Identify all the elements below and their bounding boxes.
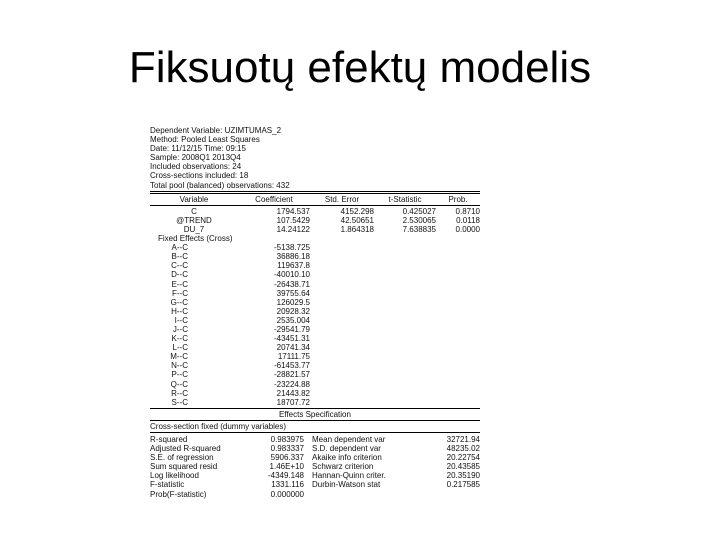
column-header: Std. Error — [324, 194, 360, 204]
stat-label: Akaike info criterion — [312, 453, 382, 463]
header-line: Method: Pooled Least Squares — [150, 135, 260, 145]
effect-value: -61453.77 — [273, 361, 310, 371]
fixed-effect-row — [150, 380, 480, 389]
fixed-effect-row — [150, 398, 480, 407]
effect-value: 17111.75 — [277, 352, 310, 362]
effect-value: 119637.8 — [277, 261, 310, 271]
stat-row — [150, 471, 480, 480]
fixed-effect-row — [150, 289, 480, 298]
effect-value: -43451.31 — [273, 334, 310, 344]
stat-row — [150, 462, 480, 471]
stat-label: Schwarz criterion — [312, 462, 374, 472]
stat-label: F-statistic — [150, 480, 185, 490]
cross-section-id: R--C — [171, 388, 188, 398]
stat-value: -4349.148 — [267, 471, 304, 481]
cross-section-id: A--C — [171, 243, 188, 253]
stat-value: 0.983337 — [270, 444, 304, 454]
column-header: Prob. — [448, 194, 468, 204]
table-row — [150, 216, 480, 225]
effect-value: -26438.71 — [273, 279, 310, 289]
stat-label — [304, 490, 420, 499]
cross-section-id: P--C — [171, 370, 188, 380]
cross-section-id: H--C — [171, 306, 188, 316]
effect-value: -40010.10 — [273, 270, 310, 280]
fixed-effect-row — [150, 270, 480, 279]
slide-title: Fiksuotų efektų modelis — [128, 43, 592, 92]
fixed-effect-row — [150, 370, 480, 379]
header-line: Cross-sections included: 18 — [150, 171, 249, 181]
fixed-effect-row — [150, 361, 480, 370]
stat-label: S.D. dependent var — [312, 444, 381, 454]
header-line: Date: 11/12/15 Time: 09:15 — [150, 144, 246, 154]
coefficient-table-header — [150, 195, 480, 204]
effect-value: 2535.004 — [276, 315, 310, 325]
cross-section-id: F--C — [172, 288, 188, 298]
prob-value: 0.0000 — [455, 224, 480, 234]
cross-section-id: M--C — [170, 352, 188, 362]
fixed-effect-row — [150, 252, 480, 261]
stat-value: 20.43585 — [446, 462, 480, 472]
stat-label: Hannan-Quinn criter. — [312, 471, 386, 481]
stat-value: 1.46E+10 — [269, 462, 304, 472]
summary-statistics — [150, 434, 480, 499]
stat-value: 0.983975 — [270, 435, 304, 444]
stat-row — [150, 444, 480, 453]
effect-value: -28821.57 — [273, 370, 310, 380]
fixed-effect-row — [150, 280, 480, 289]
prob-value: 0.8710 — [455, 206, 480, 216]
cross-section-id: C--C — [171, 261, 188, 271]
divider — [150, 205, 480, 206]
stat-value: 32721.94 — [446, 435, 480, 444]
stat-value: 5906.337 — [270, 453, 304, 463]
fixed-effect-row — [150, 343, 480, 352]
effect-value: 20928.32 — [276, 306, 310, 316]
header-line: Total pool (balanced) observations: 432 — [150, 180, 290, 190]
stat-label: Durbin-Watson stat — [312, 480, 381, 490]
coefficient-rows — [150, 207, 480, 234]
fixed-effect-row — [150, 261, 480, 270]
stat-value: 20.22754 — [446, 453, 480, 463]
stat-label: Mean dependent var — [312, 435, 386, 444]
effect-value: 21443.82 — [276, 388, 310, 398]
effect-value: -23224.88 — [273, 379, 310, 389]
effect-value: 39755.64 — [276, 288, 310, 298]
stat-value: 0.217585 — [446, 480, 480, 490]
header-line: Included observations: 24 — [150, 162, 242, 172]
stat-label: Prob(F-statistic) — [150, 489, 207, 499]
cross-section-id: K--C — [171, 334, 188, 344]
fixed-effects-title: Fixed Effects (Cross) — [158, 234, 233, 244]
stat-value: 0.000000 — [270, 489, 304, 499]
cross-section-id: D--C — [171, 270, 188, 280]
effect-value: 126029.5 — [276, 297, 310, 307]
t-statistic-value: 7.638835 — [402, 224, 436, 234]
stat-value: 20.35190 — [446, 471, 480, 481]
stat-label: Log likelihood — [150, 471, 199, 481]
regression-output — [150, 126, 480, 499]
effects-specification-title: Effects Specification — [279, 409, 351, 419]
cross-section-id: J--C — [172, 324, 188, 334]
cross-section-id: L--C — [172, 343, 188, 353]
stat-value: 1331.116 — [271, 480, 304, 490]
stat-label: Sum squared resid — [150, 462, 218, 472]
effect-value: -5138.725 — [273, 243, 310, 253]
stat-row — [150, 435, 480, 444]
fixed-effect-row — [150, 316, 480, 325]
variable-name: @TREND — [176, 215, 212, 225]
effect-value: 36886.18 — [276, 252, 310, 262]
cross-section-id: N--C — [171, 361, 188, 371]
cross-section-id: G--C — [170, 297, 188, 307]
t-statistic-value: 0.425027 — [402, 206, 436, 216]
table-row — [150, 225, 480, 234]
column-header: Coefficient — [255, 194, 293, 204]
fixed-effects-rows — [150, 243, 480, 407]
column-header: Variable — [179, 194, 209, 204]
effects-specification-line: Cross-section fixed (dummy variables) — [150, 421, 287, 431]
divider — [150, 432, 480, 433]
divider — [150, 408, 480, 409]
coefficient-value: 1794.537 — [276, 206, 310, 216]
cross-section-id: E--C — [171, 279, 188, 289]
cross-section-id: B--C — [171, 252, 188, 262]
header-line: Sample: 2008Q1 2013Q4 — [150, 153, 241, 163]
effect-value: -29541.79 — [273, 324, 310, 334]
fixed-effect-row — [150, 352, 480, 361]
table-row — [150, 207, 480, 216]
effect-value: 20741.34 — [276, 343, 310, 353]
fixed-effect-row — [150, 325, 480, 334]
coefficient-value: 14.24122 — [276, 224, 310, 234]
stat-label: R-squared — [150, 435, 188, 444]
column-header: t-Statistic — [388, 194, 422, 204]
stat-value — [420, 490, 480, 499]
divider — [150, 420, 480, 421]
t-statistic-value: 2.530065 — [402, 215, 436, 225]
output-header — [150, 126, 480, 190]
cross-section-id: Q--C — [170, 379, 188, 389]
stat-label: Adjusted R-squared — [150, 444, 221, 454]
fixed-effect-row — [150, 389, 480, 398]
stat-value: 48235.02 — [446, 444, 480, 454]
cross-section-id: I--C — [174, 315, 188, 325]
fixed-effect-row — [150, 298, 480, 307]
prob-value: 0.0118 — [456, 215, 480, 225]
divider — [150, 191, 480, 194]
variable-name: DU_7 — [183, 224, 205, 234]
variable-name: C — [191, 206, 197, 216]
std-error-value: 4152.298 — [340, 206, 374, 216]
header-line: Dependent Variable: UZIMTUMAS_2 — [150, 126, 282, 135]
fixed-effect-row — [150, 334, 480, 343]
stat-row — [150, 490, 480, 499]
stat-row — [150, 453, 480, 462]
stat-row — [150, 480, 480, 489]
fixed-effect-row — [150, 243, 480, 252]
std-error-value: 1.864318 — [340, 224, 374, 234]
fixed-effect-row — [150, 307, 480, 316]
std-error-value: 42.50651 — [340, 215, 374, 225]
coefficient-value: 107.5429 — [276, 215, 310, 225]
cross-section-id: S--C — [171, 397, 188, 407]
stat-label: S.E. of regression — [150, 453, 214, 463]
effect-value: 18707.72 — [276, 397, 310, 407]
